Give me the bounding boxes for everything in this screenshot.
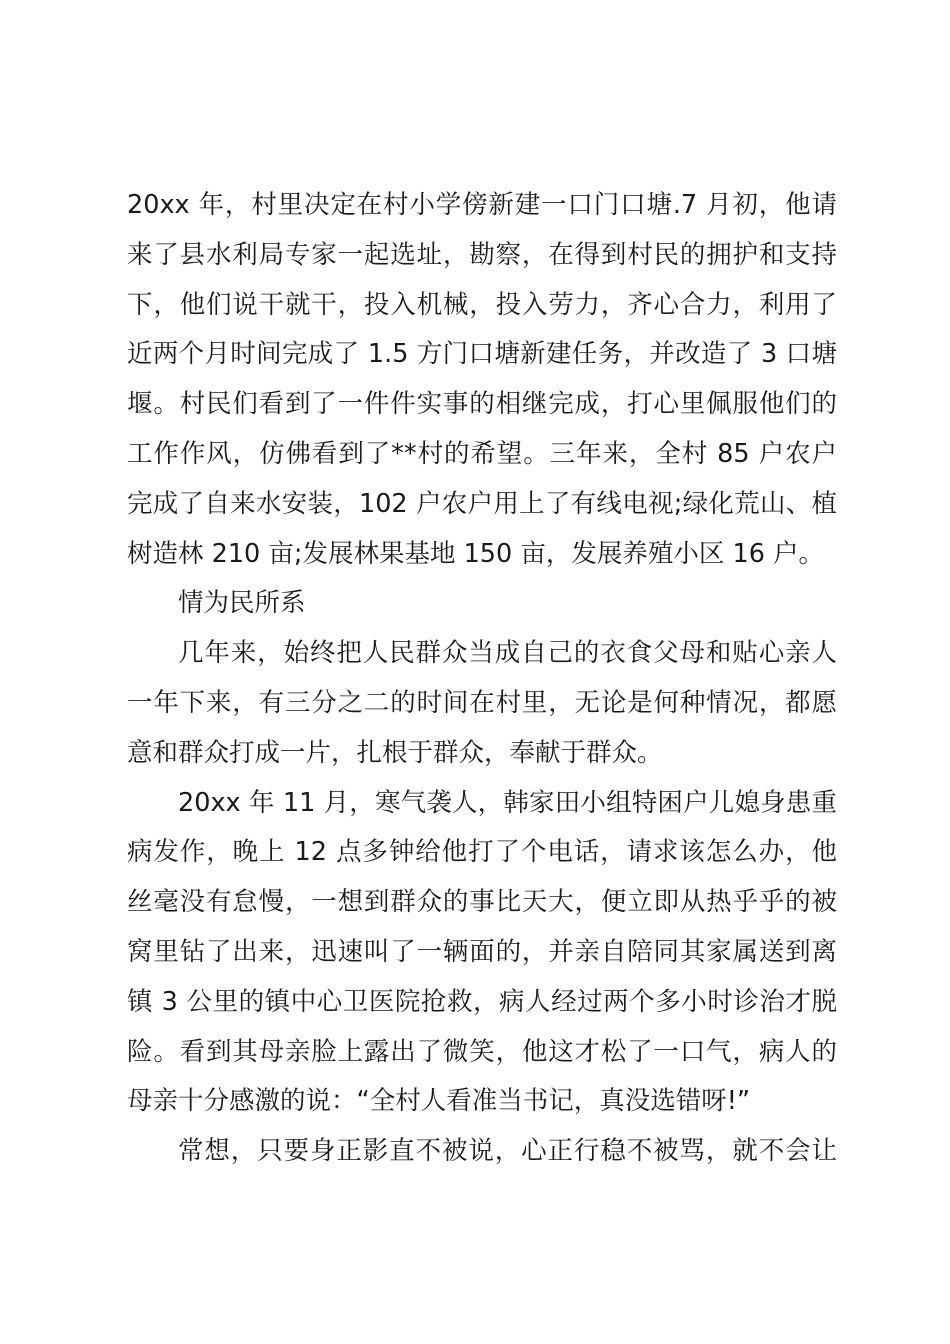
text-line: 病发作，晚上 12 点多钟给他打了个电话，请求该怎么办，他 (127, 837, 837, 868)
text-line: 母亲十分感激的说：“全村人看准当书记，真没选错呀!” (127, 1086, 751, 1117)
text-line: 一年下来，有三分之二的时间在村里，无论是何种情况，都愿 (127, 687, 837, 718)
text-line: 近两个月时间完成了 1.5 方门口塘新建任务，并改造了 3 口塘 (127, 339, 837, 370)
text-line: 下，他们说干就干，投入机械，投入劳力，齐心合力，利用了 (127, 289, 837, 320)
text-line: 工作作风，仿佛看到了**村的希望。三年来，全村 85 户农户 (127, 438, 837, 469)
text-line: 镇 3 公里的镇中心卫医院抢救，病人经过两个多小时诊治才脱 (127, 986, 837, 1017)
section-heading: 情为民所系 (178, 588, 306, 619)
text-line: 几年来，始终把人民群众当成自己的衣食父母和贴心亲人 (178, 638, 837, 669)
text-line: 窝里钻了出来，迅速叫了一辆面的，并亲自陪同其家属送到离 (127, 936, 837, 967)
text-line: 完成了自来水安装，102 户农户用上了有线电视;绿化荒山、植 (127, 488, 837, 519)
body-text (127, 181, 837, 1177)
text-line: 树造林 210 亩;发展林果基地 150 亩，发展养殖小区 16 户。 (127, 538, 825, 569)
text-line: 意和群众打成一片，扎根于群众，奉献于群众。 (127, 737, 663, 768)
text-line: 堰。村民们看到了一件件实事的相继完成，打心里佩服他们的 (127, 389, 837, 420)
text-line: 20xx 年，村里决定在村小学傍新建一口门口塘.7 月初，他请 (127, 190, 837, 220)
text-line: 来了县水利局专家一起选址，勘察，在得到村民的拥护和支持 (127, 239, 837, 270)
text-line: 20xx 年 11 月，寒气袭人，韩家田小组特困户儿媳身患重 (178, 787, 837, 818)
text-line: 丝毫没有怠慢，一想到群众的事比天大，便立即从热乎乎的被 (127, 887, 837, 918)
text-line: 常想，只要身正影直不被说，心正行稳不被骂，就不会让 (178, 1136, 837, 1167)
text-line: 险。看到其母亲脸上露出了微笑，他这才松了一口气，病人的 (127, 1036, 837, 1067)
